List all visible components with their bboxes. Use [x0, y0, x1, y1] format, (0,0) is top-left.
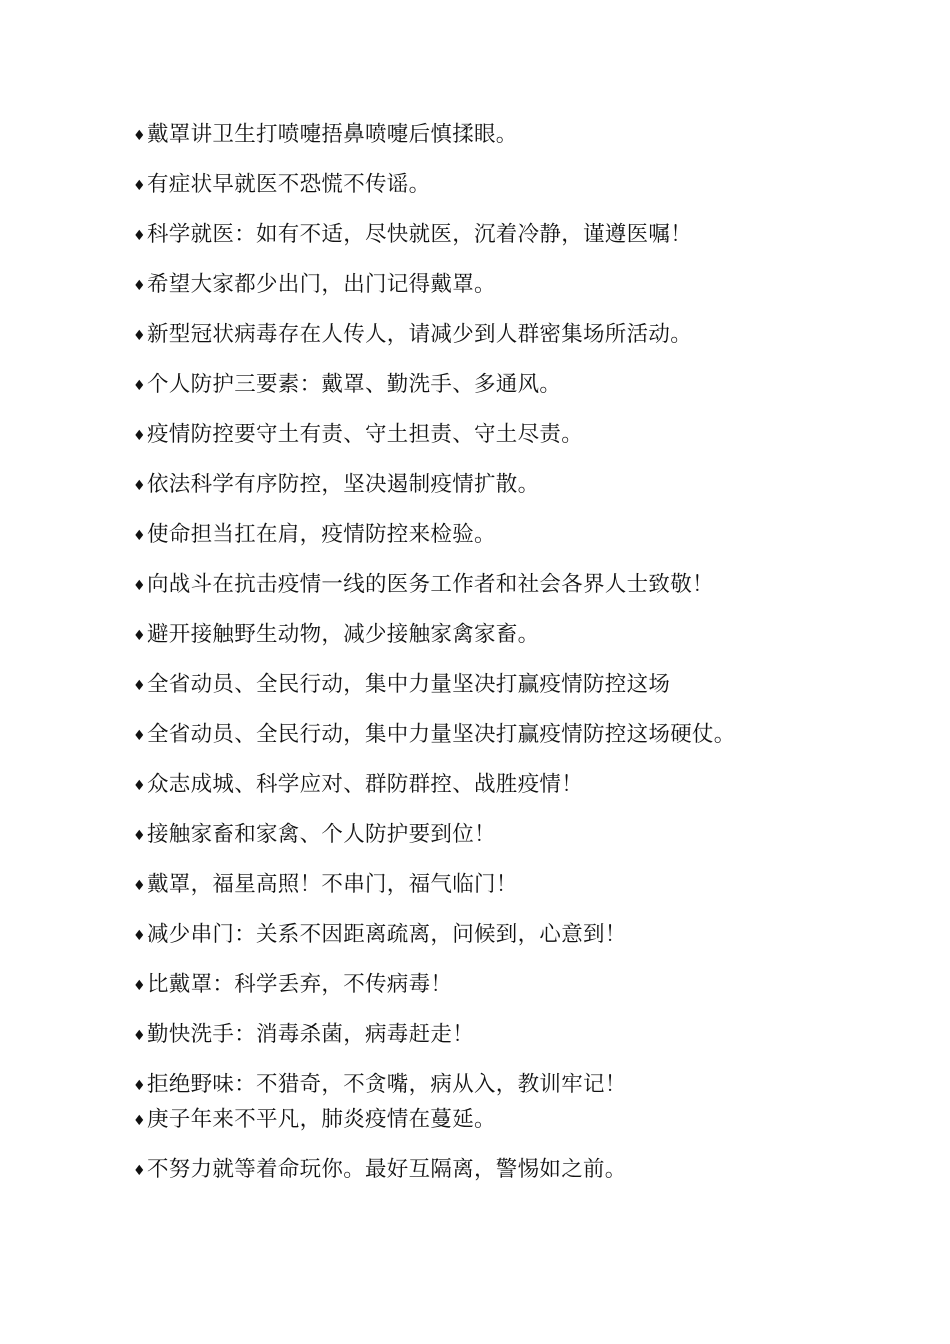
diamond-bullet-icon: ♦ — [133, 928, 146, 944]
diamond-bullet-icon: ♦ — [133, 1163, 146, 1179]
list-item — [133, 318, 893, 368]
diamond-bullet-icon: ♦ — [133, 978, 146, 994]
diamond-bullet-icon: ♦ — [133, 328, 146, 344]
slogan-text: 不努力就等着命玩你。最好互隔离，警惕如之前。 — [147, 1157, 627, 1182]
list-item — [133, 118, 893, 168]
list-item — [133, 918, 893, 968]
slogan-text: 戴罩讲卫生打喷嚏捂鼻喷嚏后慎揉眼。 — [147, 122, 518, 147]
slogan-text: 使命担当扛在肩，疫情防控来检验。 — [147, 522, 496, 547]
slogan-text: 众志成城、科学应对、群防群控、战胜疫情！ — [147, 772, 584, 797]
diamond-bullet-icon: ♦ — [133, 578, 146, 594]
list-item — [133, 1103, 893, 1153]
diamond-bullet-icon: ♦ — [133, 228, 146, 244]
list-item — [133, 1018, 893, 1068]
slogan-text: 全省动员、全民行动，集中力量坚决打赢疫情防控这场硬仗。 — [147, 722, 736, 747]
list-item — [133, 1153, 893, 1203]
list-item — [133, 468, 893, 518]
list-item — [133, 968, 893, 1018]
diamond-bullet-icon: ♦ — [133, 428, 146, 444]
slogan-text: 疫情防控要守土有责、守土担责、守土尽责。 — [147, 422, 584, 447]
diamond-bullet-icon: ♦ — [133, 128, 146, 144]
slogan-text: 有症状早就医不恐慌不传谣。 — [147, 172, 431, 197]
list-item — [133, 868, 893, 918]
slogan-text: 接触家畜和家禽、个人防护要到位！ — [147, 822, 496, 847]
diamond-bullet-icon: ♦ — [133, 1028, 146, 1044]
diamond-bullet-icon: ♦ — [133, 678, 146, 694]
slogan-text: 科学就医：如有不适，尽快就医，沉着冷静，谨遵医嘱！ — [147, 222, 693, 247]
slogan-text: 依法科学有序防控，坚决遏制疫情扩散。 — [147, 472, 540, 497]
list-item — [133, 768, 893, 818]
slogan-text: 勤快洗手：消毒杀菌，病毒赶走！ — [147, 1022, 475, 1047]
list-item — [133, 218, 893, 268]
list-item — [133, 518, 893, 568]
diamond-bullet-icon: ♦ — [133, 278, 146, 294]
slogan-list — [133, 118, 893, 1203]
slogan-text: 比戴罩：科学丢弃，不传病毒！ — [147, 972, 453, 997]
diamond-bullet-icon: ♦ — [133, 628, 146, 644]
diamond-bullet-icon: ♦ — [133, 828, 146, 844]
diamond-bullet-icon: ♦ — [133, 728, 146, 744]
diamond-bullet-icon: ♦ — [133, 1113, 146, 1129]
list-item — [133, 668, 893, 718]
diamond-bullet-icon: ♦ — [133, 878, 146, 894]
slogan-text: 新型冠状病毒存在人传人，请减少到人群密集场所活动。 — [147, 322, 693, 347]
list-item — [133, 368, 893, 418]
diamond-bullet-icon: ♦ — [133, 478, 146, 494]
slogan-text: 向战斗在抗击疫情一线的医务工作者和社会各界人士致敬！ — [147, 572, 714, 597]
diamond-bullet-icon: ♦ — [133, 1078, 146, 1094]
slogan-text: 希望大家都少出门，出门记得戴罩。 — [147, 272, 496, 297]
diamond-bullet-icon: ♦ — [133, 778, 146, 794]
list-item — [133, 168, 893, 218]
slogan-text: 庚子年来不平凡，肺炎疫情在蔓延。 — [147, 1107, 496, 1132]
diamond-bullet-icon: ♦ — [133, 378, 146, 394]
diamond-bullet-icon: ♦ — [133, 528, 146, 544]
list-item — [133, 268, 893, 318]
list-item — [133, 718, 893, 768]
list-item — [133, 1068, 893, 1103]
list-item — [133, 618, 893, 668]
slogan-text: 戴罩，福星高照！不串门，福气临门！ — [147, 872, 518, 897]
slogan-text: 避开接触野生动物，减少接触家禽家畜。 — [147, 622, 540, 647]
slogan-text: 个人防护三要素：戴罩、勤洗手、多通风。 — [147, 372, 562, 397]
list-item — [133, 418, 893, 468]
slogan-text: 拒绝野味：不猎奇，不贪嘴，病从入，教训牢记！ — [147, 1072, 627, 1097]
list-item — [133, 818, 893, 868]
slogan-text: 减少串门：关系不因距离疏离，问候到，心意到！ — [147, 922, 627, 947]
list-item — [133, 568, 893, 618]
diamond-bullet-icon: ♦ — [133, 178, 146, 194]
slogan-text: 全省动员、全民行动，集中力量坚决打赢疫情防控这场 — [147, 672, 671, 697]
